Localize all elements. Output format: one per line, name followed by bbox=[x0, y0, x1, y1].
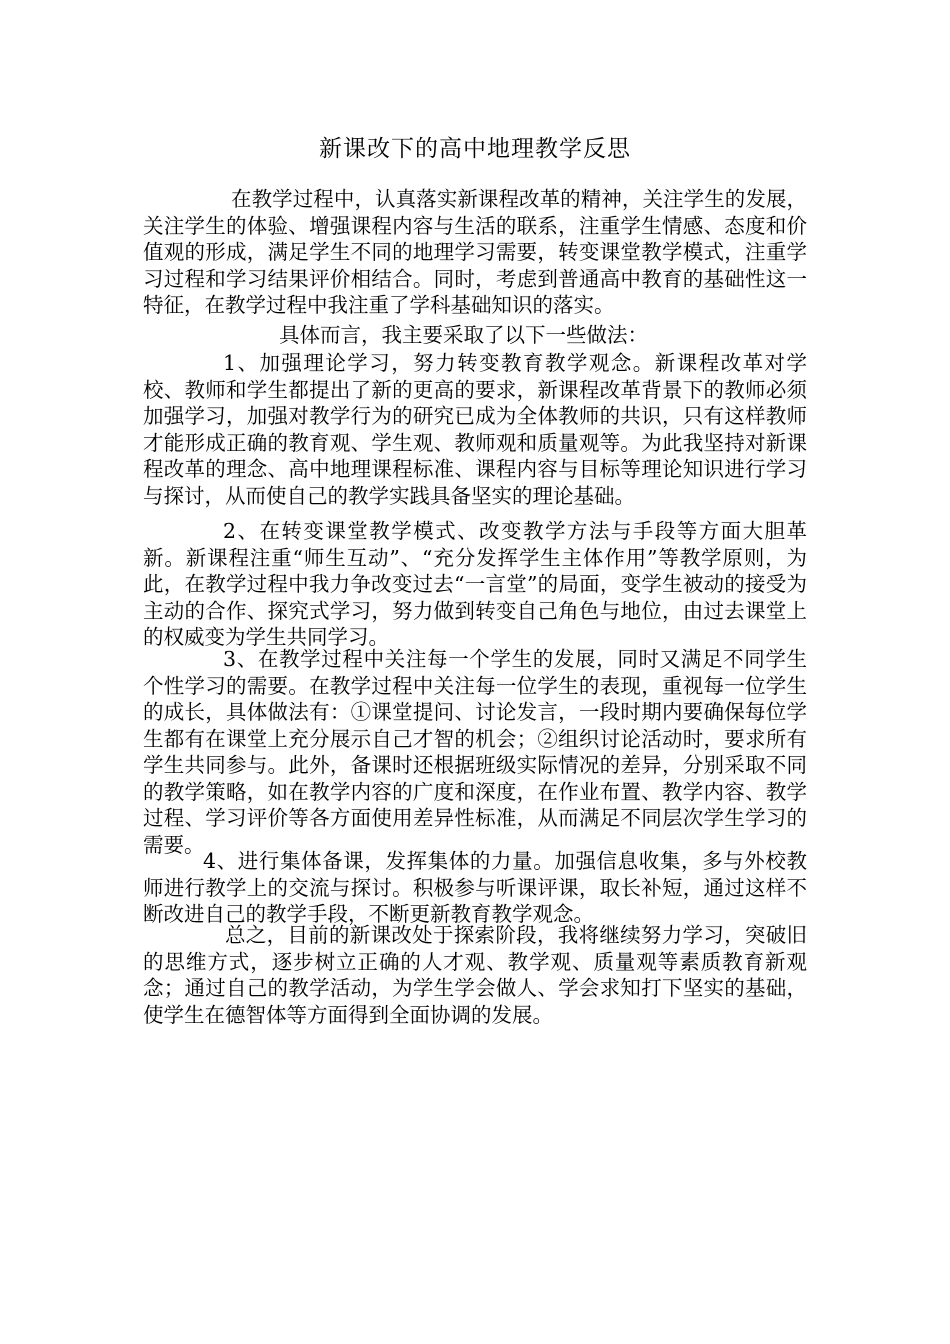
paragraph-point-3: 3、在教学过程中关注每一个学生的发展，同时又满足不同学生个性学习的需要。在教学过程中关注每一位学生的表现，重视每一位学生的成长，具体做法有：①课堂提问、讨论发言，一段时期内要确保每位学生都有在课堂上充分展示自己才智的机会；②组织讨论活动时，要求所有学生共同参与。此外，备课时还根据班级实际情况的差异，分别采取不同的教学策略，如在教学内容的广度和深度，在作业布置、教学内容、教学过程、学习评价等各方面使用差异性标准，从而满足不同层次学生学习的需要。 bbox=[143, 647, 807, 857]
paragraph-intro: 在教学过程中，认真落实新课程改革的精神，关注学生的发展，关注学生的体验、增强课程内容与生活的联系，注重学生情感、态度和价值观的形成，满足学生不同的地理学习需要，转变课堂教学模式，注重学习过程和学习结果评价相结合。同时，考虑到普通高中教育的基础性这一特征，在教学过程中我注重了学科基础知识的落实。 bbox=[143, 187, 807, 317]
paragraph-point-2: 2、在转变课堂教学模式、改变教学方法与手段等方面大胆革新。新课程注重“师生互动”、“充分发挥学生主体作用”等教学原则，为此，在教学过程中我力争改变过去“一言堂”的局面，变学生被动的接受为主动的合作、探究式学习，努力做到转变自己角色与地位，由过去课堂上的权威变为学生共同学习。 bbox=[143, 519, 807, 649]
paragraph-point-1: 1、加强理论学习，努力转变教育教学观念。新课程改革对学校、教师和学生都提出了新的更高的要求，新课程改革背景下的教师必须加强学习，加强对教学行为的研究已成为全体教师的共识，只有这样教师才能形成正确的教育观、学生观、教师观和质量观等。为此我坚持对新课程改革的理念、高中地理课程标准、课程内容与目标等理论知识进行学习与探讨，从而使自己的教学实践具备坚实的理论基础。 bbox=[143, 351, 807, 508]
paragraph-point-4: 4、进行集体备课，发挥集体的力量。加强信息收集，多与外校教师进行教学上的交流与探讨。积极参与听课评课，取长补短，通过这样不断改进自己的教学手段，不断更新教育教学观念。 bbox=[143, 849, 807, 926]
paragraph-methods-intro: 具体而言，我主要采取了以下一些做法： bbox=[279, 323, 648, 347]
paragraph-conclusion: 总之，目前的新课改处于探索阶段，我将继续努力学习，突破旧的思维方式，逐步树立正确的人才观、教学观、质量观等素质教育新观念；通过自己的教学活动，为学生学会做人、学会求知打下坚实的基础，使学生在德智体等方面得到全面协调的发展。 bbox=[143, 923, 807, 1027]
document-title: 新课改下的高中地理教学反思 bbox=[319, 136, 631, 162]
